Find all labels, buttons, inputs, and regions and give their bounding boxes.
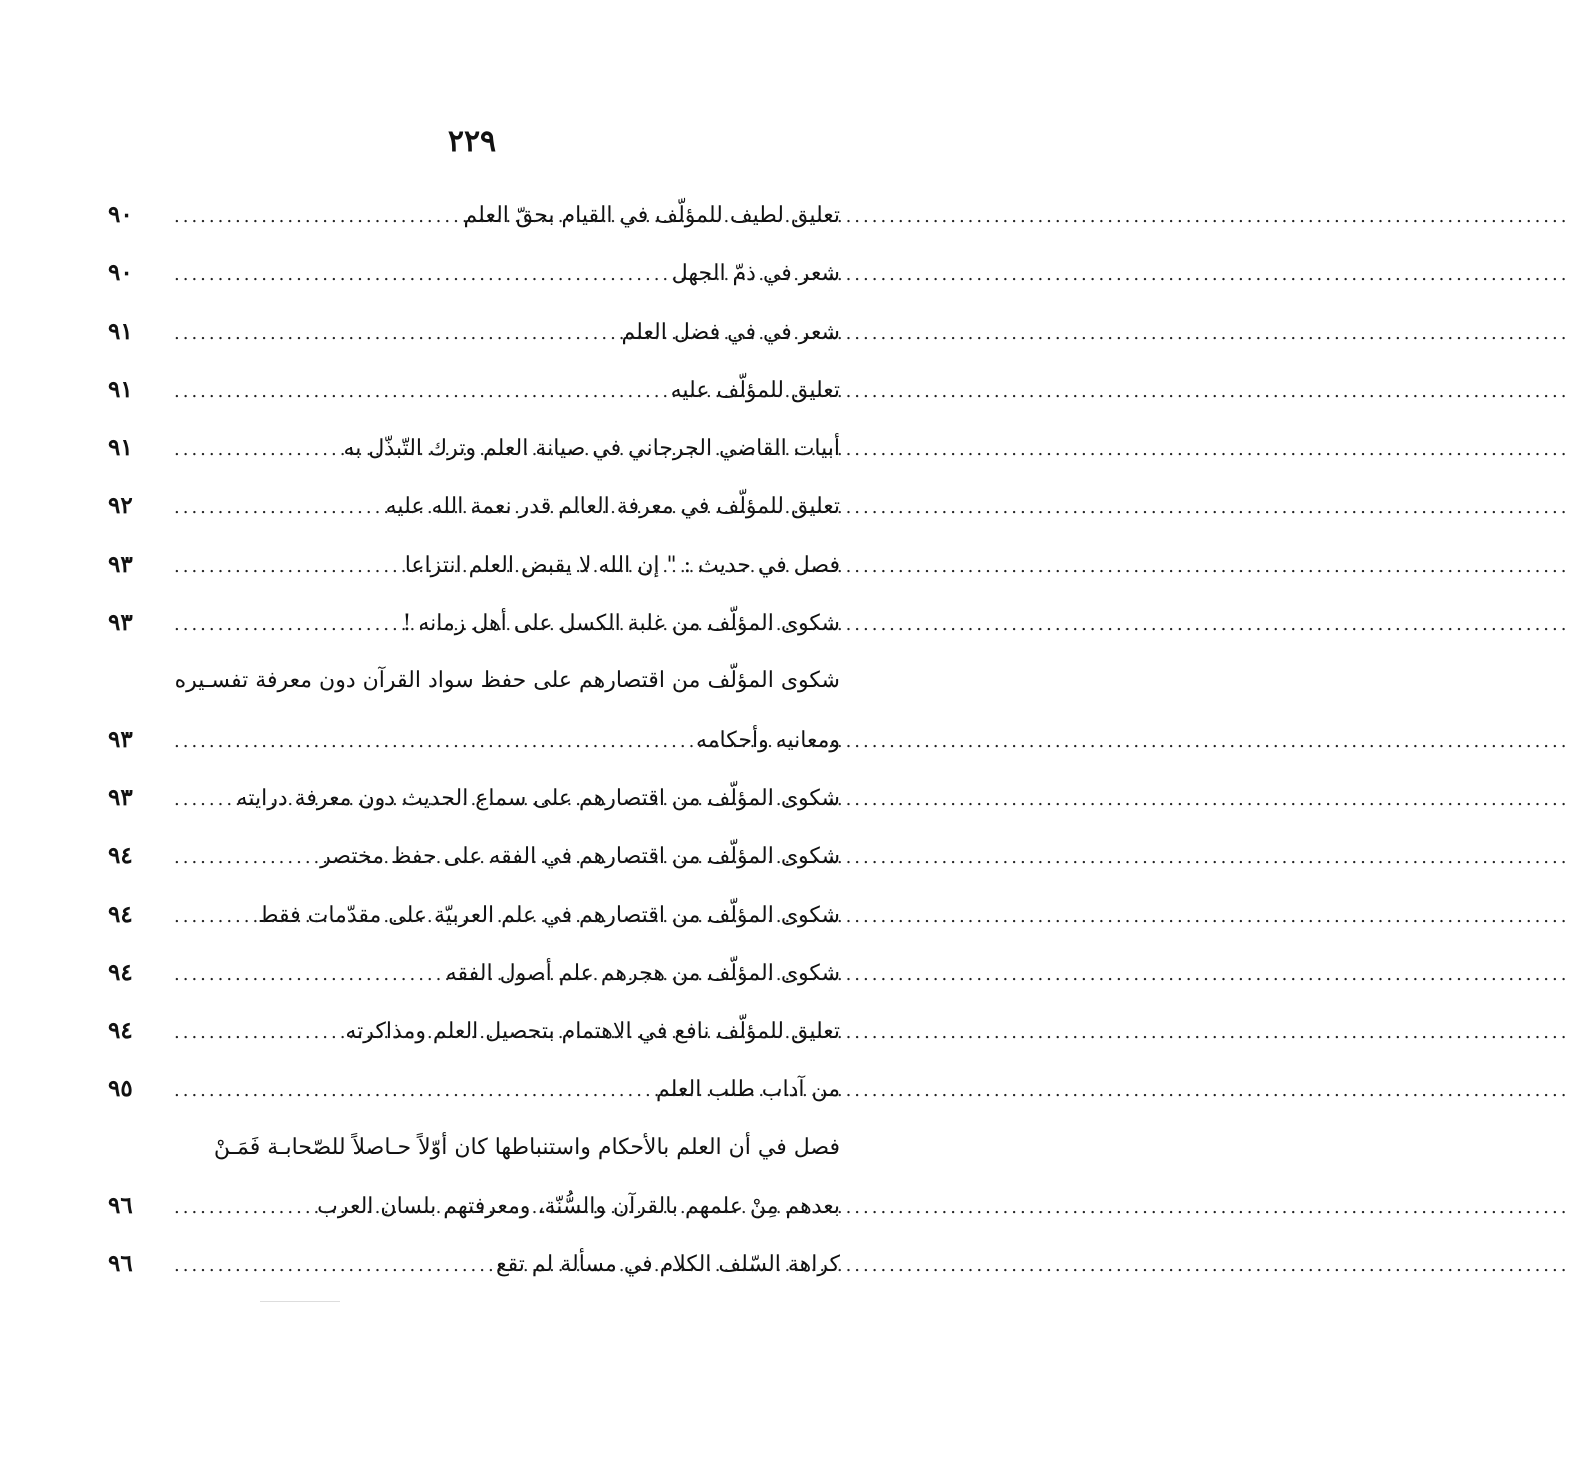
table-of-contents [108, 186, 840, 1294]
toc-page-number: ٩١ [108, 317, 133, 345]
toc-entry-title: تعليق لطيف للمؤلّف في القيام بحقّ العلم [463, 203, 840, 228]
toc-line [108, 477, 840, 535]
toc-entry-title: فصل في أن العلم بالأحكام واستنباطها كان أوّلاً حـاصلاً للصّحابـة فَمَـنْ [213, 1134, 840, 1160]
dot-leader [174, 363, 661, 421]
page-number: ٢٢٩ [447, 124, 497, 159]
toc-entry-title: شكوى المؤلّف من اقتصارهم على سماع الحديث دون معرفة درايته [236, 785, 840, 811]
dot-leader [174, 596, 393, 654]
toc-entry-title: شعر في ذمّ الجهل [671, 261, 840, 287]
toc-entry-title: تعليق للمؤلّف في معرفة العالم قدر نعمة الله عليه [385, 494, 840, 520]
toc-page-number: ٩٤ [108, 958, 133, 986]
dot-leader [174, 771, 227, 829]
dot-leader [174, 1004, 335, 1062]
dot-leader [174, 713, 686, 771]
dot-leader [174, 246, 662, 304]
toc-line [108, 419, 840, 477]
toc-entry-title: فصل في حديث : " إن الله لا يقبض العلم انتزاعا [404, 552, 840, 578]
toc-page-number: ٩٠ [108, 201, 133, 228]
toc-line [108, 1119, 840, 1177]
toc-entry [108, 944, 840, 1002]
toc-line [108, 769, 840, 827]
toc-entry-title: كراهة السّلف الكلام في مسألة لم تقع [495, 1252, 840, 1278]
dot-leader [174, 305, 612, 363]
toc-entry [108, 186, 840, 244]
toc-line [108, 186, 840, 244]
toc-entry-title: ومعانيه وأحكامه [695, 727, 840, 753]
toc-entry [108, 827, 840, 885]
toc-entry [108, 769, 840, 827]
toc-line [108, 944, 840, 1002]
toc-page-number: ٩٢ [108, 492, 133, 520]
toc-entry [108, 1235, 840, 1293]
toc-page-number: ٩٤ [108, 900, 133, 928]
toc-entry [108, 303, 840, 361]
toc-entry [108, 536, 840, 594]
toc-page-number: ٩٤ [108, 842, 133, 870]
toc-line [108, 711, 840, 769]
toc-page-number: ٩٣ [108, 725, 133, 753]
toc-page-number: ٩٣ [108, 609, 133, 637]
footer-mark [260, 1301, 340, 1302]
dot-leader [174, 479, 376, 537]
toc-entry [108, 1060, 840, 1118]
toc-entry-title: شكوى المؤلّف من غلبة الكسل على أهل زمانه ! [402, 611, 840, 637]
toc-page-number: ٩١ [108, 434, 133, 462]
toc-entry [108, 419, 840, 477]
toc-entry-title: تعليق للمؤلّف نافع في الاهتمام بتحصيل العلم ومذاكرته [345, 1019, 840, 1045]
toc-line [108, 1235, 840, 1293]
toc-entry [108, 886, 840, 944]
toc-line [108, 361, 840, 419]
dot-leader [174, 888, 248, 946]
toc-entry [108, 652, 840, 769]
toc-line [108, 1060, 840, 1118]
toc-page-number: ٩٣ [108, 783, 133, 811]
toc-entry-title: تعليق للمؤلّف عليه [670, 377, 840, 403]
toc-line [108, 827, 840, 885]
toc-entry-title: من آداب طلب العلم [656, 1077, 840, 1103]
toc-line [108, 303, 840, 361]
toc-entry-title: شعر في في فضل العلم [621, 319, 840, 345]
toc-page-number: ٩٣ [108, 550, 133, 578]
toc-entry-title: أبيات القاضي الجرجاني في صيانة العلم وترك التّبذّل به [343, 436, 840, 462]
toc-page-number: ٩٦ [108, 1250, 133, 1278]
dot-leader [174, 1237, 486, 1295]
toc-line [108, 886, 840, 944]
toc-line [108, 652, 840, 710]
toc-entry-title: بعدهم مِنْ علمهم بالقرآن والسُّنّة، ومعرفتهم بلسان العرب [317, 1194, 840, 1220]
toc-page-number: ٩٦ [108, 1192, 133, 1220]
dot-leader [174, 946, 436, 1004]
dot-leader [174, 1179, 307, 1237]
toc-page-number: ٩١ [108, 375, 133, 403]
toc-page-number: ٩٤ [108, 1017, 133, 1045]
toc-page-number: ٩٠ [108, 259, 133, 287]
dot-leader [174, 538, 395, 596]
dot-leader [174, 829, 310, 887]
toc-page-number: ٩٥ [108, 1075, 133, 1103]
toc-entry-title: شكوى المؤلّف من اقتصارهم على حفظ سواد القرآن دون معرفة تفسـيره [174, 668, 840, 694]
toc-entry-title: شكوى المؤلّف من اقتصارهم في علم العربيّة على مقدّمات فقط [258, 902, 840, 928]
toc-entry [108, 361, 840, 419]
toc-entry [108, 244, 840, 302]
toc-line [108, 536, 840, 594]
toc-line [108, 594, 840, 652]
toc-line [108, 1177, 840, 1235]
dot-leader [174, 188, 454, 246]
dot-leader [174, 421, 333, 479]
toc-entry-title: شكوى المؤلّف من هجرهم علم أصول الفقه [445, 960, 840, 986]
toc-line [108, 1002, 840, 1060]
toc-entry [108, 1002, 840, 1060]
toc-line [108, 244, 840, 302]
toc-entry [108, 477, 840, 535]
toc-entry [108, 594, 840, 652]
toc-entry-title: شكوى المؤلّف من اقتصارهم في الفقه على حفظ مختصر [320, 844, 840, 870]
toc-entry [108, 1119, 840, 1236]
dot-leader [174, 1062, 646, 1120]
